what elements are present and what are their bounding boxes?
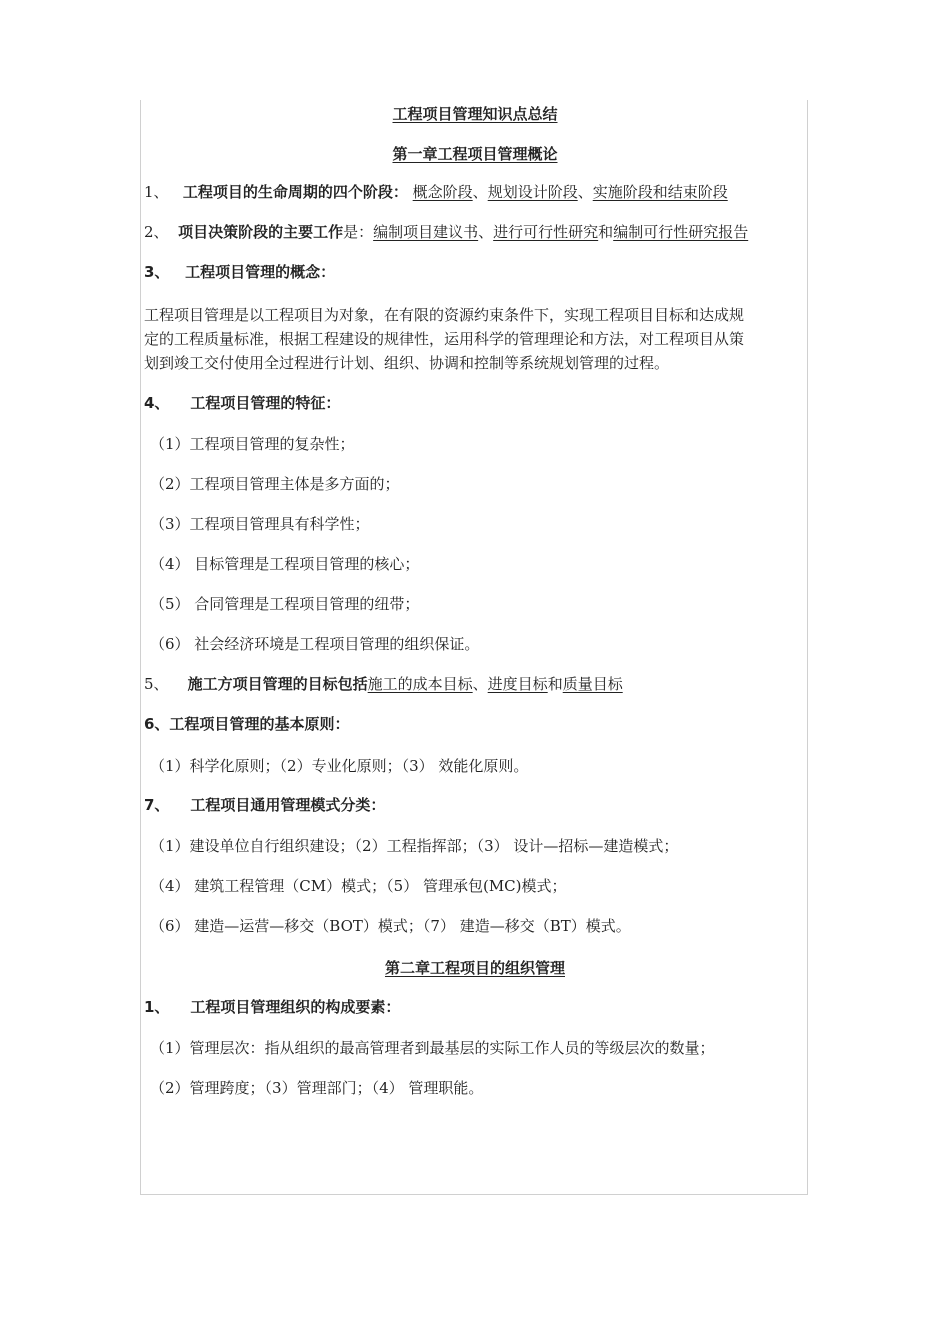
ch2-q1-item: （2）管理跨度；（3）管理部门；（4） 管理职能。 [150, 1079, 484, 1097]
ch1-q7 [144, 795, 385, 815]
ch1-q2-sep-2: 和 [598, 223, 614, 241]
chapter-2-heading: 第二章工程项目的组织管理 [384, 959, 565, 977]
ch1-q3-paragraph [144, 303, 808, 375]
ch1-q3-num: 3、 [144, 263, 170, 281]
ch1-q2-sep-1: 、 [478, 223, 494, 241]
ch1-q1-answer-1: 概念阶段 [412, 183, 473, 201]
ch1-q1-sep-1: 、 [472, 183, 488, 201]
ch1-q1 [144, 182, 728, 202]
ch1-q3-text-line: 工程项目管理是以工程项目为对象，在有限的资源约束条件下，实现工程项目目标和达成规 [144, 306, 745, 324]
ch1-q1-num: 1、 [144, 183, 169, 201]
ch1-q4-num: 4、 [144, 394, 170, 412]
ch1-q4-label: 工程项目管理的特征： [190, 394, 341, 412]
ch1-q5-num: 5、 [144, 675, 169, 693]
ch1-q4-item: （3）工程项目管理具有科学性； [150, 515, 370, 533]
ch1-q7-num: 7、 [144, 796, 170, 814]
ch1-q2 [144, 222, 748, 242]
ch1-q7-item: （1）建设单位自行组织建设；（2）工程指挥部；（3） 设计—招标—建造模式； [150, 837, 679, 855]
chapter-1-heading: 第一章工程项目管理概论 [392, 145, 558, 163]
ch1-q2-num: 2、 [144, 223, 169, 241]
ch2-q1-label: 工程项目管理组织的构成要素： [190, 998, 401, 1016]
ch1-q4 [144, 393, 340, 413]
ch1-q2-answer-3: 编制可行性研究报告 [613, 223, 749, 241]
ch1-q4-item: （4） 目标管理是工程项目管理的核心； [150, 555, 420, 573]
ch1-q4-item: （2）工程项目管理主体是多方面的； [150, 475, 400, 493]
ch1-q5 [144, 674, 623, 694]
ch1-q5-label: 施工方项目管理的目标包括 [187, 675, 368, 693]
ch1-q1-answer-2: 规划设计阶段 [487, 183, 578, 201]
ch1-q6-principles: （1）科学化原则；（2）专业化原则；（3） 效能化原则。 [150, 757, 529, 775]
ch1-q2-tail: 是： [343, 223, 374, 241]
ch1-q7-label: 工程项目通用管理模式分类： [190, 796, 386, 814]
ch1-q5-answer-2: 进度目标 [487, 675, 548, 693]
ch1-q1-sep-2: 、 [577, 183, 593, 201]
ch1-q5-sep-2: 和 [547, 675, 563, 693]
ch2-q1-item: （1）管理层次：指从组织的最高管理者到最基层的实际工作人员的等级层次的数量； [150, 1039, 715, 1057]
ch1-q2-answer-2: 进行可行性研究 [493, 223, 599, 241]
ch1-q2-answer-1: 编制项目建议书 [373, 223, 479, 241]
document-title: 工程项目管理知识点总结 [392, 105, 558, 123]
ch1-q4-item: （5） 合同管理是工程项目管理的纽带； [150, 595, 420, 613]
ch1-q1-answer-3: 实施阶段和结束阶段 [592, 183, 728, 201]
ch1-q6-label: 6、工程项目管理的基本原则： [144, 715, 350, 733]
ch1-q5-answer-1: 施工的成本目标 [367, 675, 473, 693]
ch1-q5-answer-3: 质量目标 [562, 675, 623, 693]
ch1-q5-sep-1: 、 [472, 675, 488, 693]
ch1-q3-text-line: 定的工程质量标准，根据工程建设的规律性，运用科学的管理理论和方法，对工程项目从策 [144, 330, 745, 348]
ch1-q3-text-line: 划到竣工交付使用全过程进行计划、组织、协调和控制等系统规划管理的过程。 [144, 354, 670, 372]
ch1-q2-label: 项目决策阶段的主要工作 [178, 223, 344, 241]
ch1-q3 [144, 262, 335, 282]
ch2-q1 [144, 997, 400, 1017]
ch1-q4-item: （1）工程项目管理的复杂性； [150, 435, 355, 453]
ch1-q1-label: 工程项目的生命周期的四个阶段： [182, 183, 408, 201]
ch1-q7-item: （4） 建筑工程管理（CM）模式；（5） 管理承包(MC)模式； [150, 877, 567, 895]
ch1-q3-label: 工程项目管理的概念： [185, 263, 336, 281]
ch1-q7-item: （6） 建造—运营—移交（BOT）模式；（7） 建造—移交（BT）模式。 [150, 917, 631, 935]
ch1-q4-item: （6） 社会经济环境是工程项目管理的组织保证。 [150, 635, 480, 653]
ch2-q1-num: 1、 [144, 998, 170, 1016]
